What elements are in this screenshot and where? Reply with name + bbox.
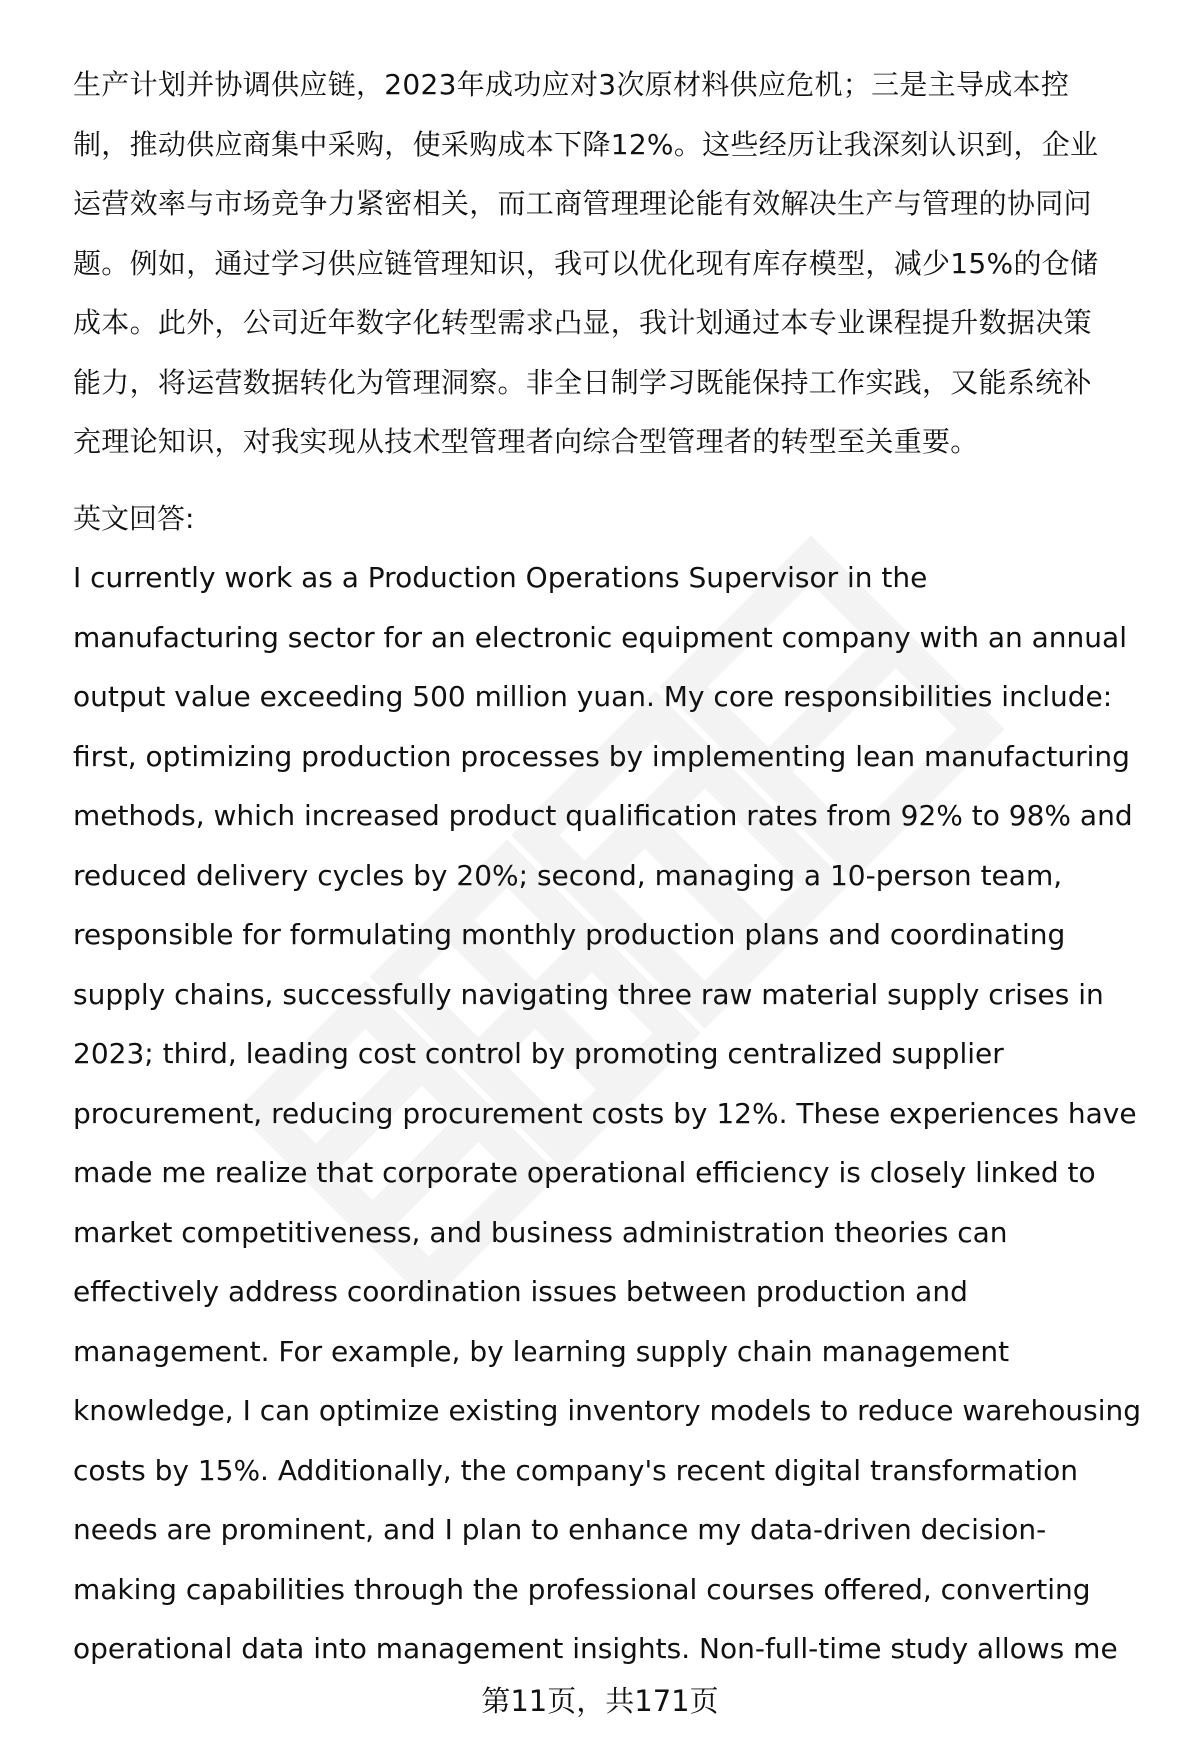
text-line: management. For example, by learning supply chain management: [73, 1334, 1010, 1368]
text-line: manufacturing sector for an electronic equipment company with an annual: [73, 620, 1127, 654]
english-answer-heading: 英文回答:: [73, 501, 195, 535]
text-line: 运营效率与市场竞争力紧密相关，而工商管理理论能有效解决生产与管理的协同问: [73, 187, 1092, 220]
text-line: procurement, reducing procurement costs by 12%. These experiences have: [73, 1096, 1137, 1130]
text-line: first, optimizing production processes by implementing lean manufacturing: [73, 739, 1130, 773]
text-line: needs are prominent, and I plan to enhance my data-driven decision-: [73, 1513, 1047, 1546]
text-line: market competitiveness, and business administration theories can: [73, 1215, 1008, 1249]
text-line: 充理论知识，对我实现从技术型管理者向综合型管理者的转型至关重要。: [73, 425, 979, 458]
text-line: 2023; third, leading cost control by promoting centralized supplier: [73, 1037, 1004, 1070]
document-body: [73, 55, 1163, 1679]
text-line: I currently work as a Production Operations Supervisor in the: [73, 561, 928, 594]
english-paragraph: [73, 548, 1163, 1679]
text-line: methods, which increased product qualification rates from 92% to 98% and: [73, 799, 1133, 832]
text-line: costs by 15%. Additionally, the company's recent digital transformation: [73, 1453, 1079, 1487]
text-line: output value exceeding 500 million yuan. My core responsibilities include:: [73, 680, 1113, 713]
text-line: 题。例如，通过学习供应链管理知识，我可以优化现有库存模型，减少15%的仓储: [73, 246, 1099, 280]
text-line: operational data into management insights. Non-full-time study allows me: [73, 1632, 1118, 1665]
text-line: effectively address coordination issues between production and: [73, 1275, 968, 1308]
text-line: reduced delivery cycles by 20%; second, managing a 10-person team,: [73, 858, 1063, 892]
text-line: supply chains, successfully navigating three raw material supply crises in: [73, 977, 1104, 1011]
text-line: made me realize that corporate operational efficiency is closely linked to: [73, 1156, 1096, 1189]
page-footer: 第11页，共171页: [481, 1684, 719, 1718]
text-line: 制，推动供应商集中采购，使采购成本下降12%。这些经历让我深刻认识到，企业: [73, 127, 1099, 161]
text-line: 生产计划并协调供应链，2023年成功应对3次原材料供应危机；三是主导成本控: [73, 68, 1070, 101]
text-line: making capabilities through the professional courses offered, converting: [73, 1572, 1091, 1606]
text-line: responsible for formulating monthly production plans and coordinating: [73, 918, 1066, 951]
text-line: 成本。此外，公司近年数字化转型需求凸显，我计划通过本专业课程提升数据决策: [73, 306, 1092, 339]
text-line: knowledge, I can optimize existing inventory models to reduce warehousing: [73, 1394, 1142, 1427]
text-line: 能力，将运营数据转化为管理洞察。非全日制学习既能保持工作实践，又能系统补: [73, 365, 1092, 399]
chinese-paragraph: [73, 55, 1163, 472]
